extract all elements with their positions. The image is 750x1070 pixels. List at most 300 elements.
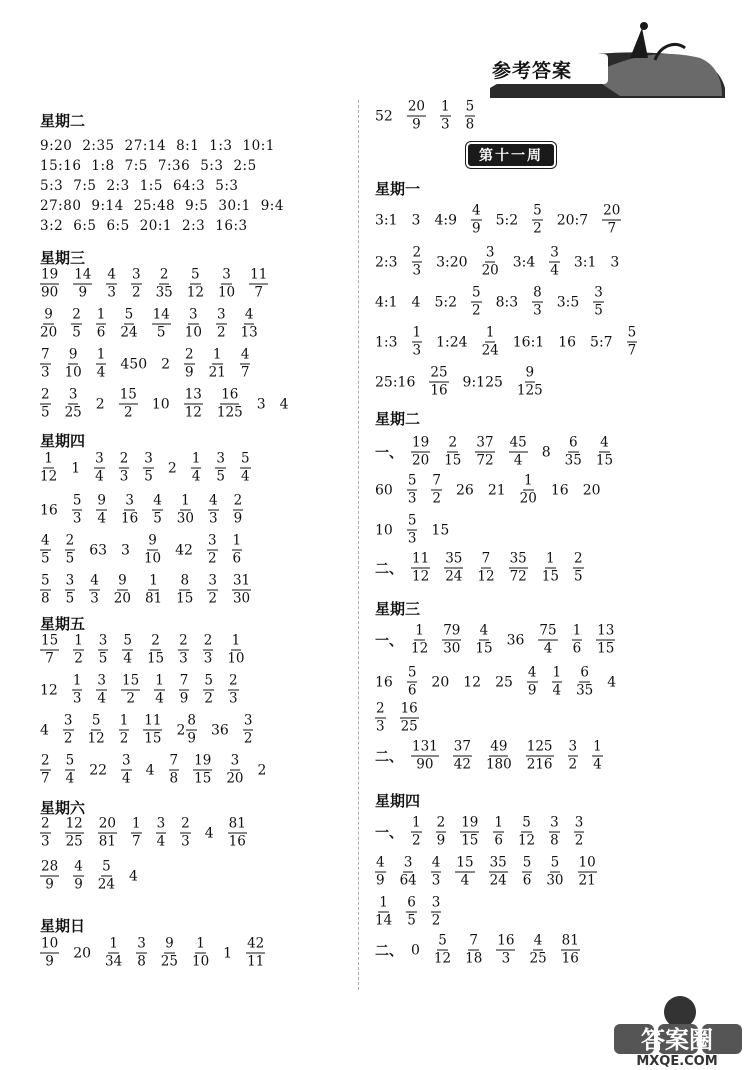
numerator: 3 <box>550 244 559 261</box>
answer-row <box>375 740 603 773</box>
fraction <box>482 246 499 279</box>
fraction <box>546 856 563 889</box>
answer-value: 5:3 <box>40 178 64 194</box>
answer-row <box>375 100 475 133</box>
fraction <box>375 702 386 735</box>
numerator: 16 <box>400 700 418 717</box>
numerator: 3 <box>568 738 578 755</box>
fraction <box>455 856 474 889</box>
numerator: 1 <box>232 532 242 549</box>
fraction <box>152 494 163 527</box>
fraction <box>532 204 543 237</box>
fraction <box>520 474 537 507</box>
numerator: 1 <box>231 632 241 649</box>
answer-value: 7:5 <box>124 158 148 174</box>
fraction <box>121 674 140 707</box>
answer-value: 8 <box>541 444 551 460</box>
fraction-answer <box>156 817 167 850</box>
fraction-answer <box>191 452 202 485</box>
numerator: 5 <box>91 712 101 729</box>
fraction-answer <box>203 674 214 707</box>
fraction <box>444 436 461 469</box>
fraction-answer <box>65 817 84 850</box>
fraction <box>185 308 202 341</box>
fraction <box>71 308 82 341</box>
answer-row <box>375 204 621 237</box>
numerator: 9 <box>525 364 535 381</box>
denominator: 6 <box>96 324 106 341</box>
fraction <box>65 348 82 381</box>
denominator: 8 <box>137 953 146 970</box>
denominator: 5 <box>573 568 583 585</box>
fraction <box>552 666 563 699</box>
fraction <box>489 856 508 889</box>
denominator: 125 <box>216 404 243 421</box>
fraction-answer <box>406 896 417 929</box>
numerator: 5 <box>471 284 481 301</box>
fraction-answer <box>486 740 512 773</box>
numerator: 1 <box>181 492 190 509</box>
fraction-answer <box>147 634 164 667</box>
answer-value: 63 <box>89 542 108 558</box>
denominator: 3 <box>203 650 213 667</box>
fraction <box>241 308 258 341</box>
fraction-answer <box>465 934 482 967</box>
fraction-answer <box>411 624 428 657</box>
fraction-answer <box>208 494 219 527</box>
answer-value: 6:5 <box>73 218 97 234</box>
answer-value: 2:3 <box>182 218 206 234</box>
fraction-answer <box>411 740 439 773</box>
fraction-answer <box>121 494 138 527</box>
denominator: 2 <box>243 730 253 747</box>
numerator: 3 <box>95 450 104 467</box>
fraction-answer <box>429 366 448 399</box>
section-label: 二、 <box>375 749 403 765</box>
fraction-answer <box>184 348 195 381</box>
fraction-answer <box>98 817 117 850</box>
fraction-answer <box>145 574 162 607</box>
denominator: 2 <box>216 324 226 341</box>
fraction-answer <box>154 674 165 707</box>
denominator: 8 <box>550 832 559 849</box>
answer-value: 5:7 <box>590 334 613 350</box>
fraction-answer <box>40 817 51 850</box>
denominator: 9 <box>45 953 54 970</box>
fraction <box>144 534 161 567</box>
fraction <box>249 268 268 301</box>
numerator: 11 <box>412 550 430 567</box>
fraction <box>465 934 482 967</box>
fraction-answer <box>96 494 107 527</box>
numerator: 35 <box>509 550 527 567</box>
fraction-answer <box>431 896 442 929</box>
numerator: 5 <box>123 632 132 649</box>
fraction-answer <box>411 816 422 849</box>
fraction-answer <box>475 624 492 657</box>
section-label: 一、 <box>375 445 403 461</box>
whole-part: 2 <box>176 722 186 738</box>
fraction <box>98 860 115 893</box>
denominator: 20 <box>40 324 58 341</box>
fraction-answer <box>178 634 189 667</box>
fraction <box>147 634 164 667</box>
answer-row <box>375 474 601 507</box>
numerator: 3 <box>222 266 231 283</box>
answer-value: 2 <box>161 356 171 372</box>
denominator: 5 <box>65 550 75 567</box>
fraction <box>471 286 482 319</box>
denominator: 12 <box>87 730 105 747</box>
fraction <box>152 308 171 341</box>
fraction-answer <box>471 286 482 319</box>
numerator: 3 <box>125 492 134 509</box>
numerator: 1 <box>546 550 555 567</box>
fraction-answer <box>232 574 251 607</box>
fraction-answer <box>193 754 212 787</box>
numerator: 1 <box>441 98 450 115</box>
day-heading: 星期三 <box>40 249 86 267</box>
day-heading: 星期一 <box>375 180 421 198</box>
fraction <box>400 702 419 735</box>
answer-value: 12 <box>463 674 482 690</box>
fraction <box>375 856 386 889</box>
denominator: 90 <box>41 284 59 301</box>
denominator: 3 <box>412 262 422 279</box>
numerator: 2 <box>228 672 238 689</box>
denominator: 9 <box>74 876 83 893</box>
fraction <box>593 286 604 319</box>
fraction <box>549 246 560 279</box>
numerator: 5 <box>465 98 475 115</box>
fraction <box>96 494 107 527</box>
numerator: 4 <box>107 266 116 283</box>
fraction <box>186 714 197 747</box>
fraction <box>411 816 422 849</box>
denominator: 15 <box>146 650 165 667</box>
answer-value: 4 <box>204 825 214 841</box>
fraction-answer <box>143 452 154 485</box>
numerator: 19 <box>461 814 479 831</box>
fraction-answer <box>207 574 218 607</box>
answer-value: 21 <box>487 482 506 498</box>
numerator: 3 <box>208 572 217 589</box>
fraction-answer <box>228 817 247 850</box>
numerator: 7 <box>179 672 189 689</box>
fraction-answer <box>460 816 479 849</box>
fraction-answer <box>453 740 472 773</box>
answer-value: 7:5 <box>73 178 97 194</box>
numerator: 37 <box>476 434 494 451</box>
answer-value: 3 <box>121 542 130 558</box>
fraction <box>442 624 461 657</box>
numerator: 2 <box>376 700 385 717</box>
denominator: 15 <box>475 640 493 657</box>
numerator: 4 <box>431 854 441 871</box>
denominator: 2 <box>432 490 442 507</box>
answer-row <box>375 552 584 585</box>
denominator: 2 <box>124 404 133 421</box>
numerator: 3 <box>550 814 559 831</box>
denominator: 24 <box>445 568 463 585</box>
fraction-answer <box>40 268 59 301</box>
fraction <box>431 474 442 507</box>
fraction-answer <box>207 534 218 567</box>
numerator: 19 <box>41 266 59 283</box>
fraction-answer <box>527 666 538 699</box>
fraction-answer <box>156 268 173 301</box>
answer-value: 5:3 <box>215 178 239 194</box>
numerator: 1 <box>96 306 106 323</box>
answer-value: 20:7 <box>556 212 589 228</box>
numerator: 2 <box>65 532 75 549</box>
fraction-answer <box>444 552 463 585</box>
fraction <box>40 817 51 850</box>
denominator: 20 <box>481 262 499 279</box>
fraction-answer <box>185 308 202 341</box>
denominator: 16 <box>430 382 448 399</box>
fraction <box>65 817 84 850</box>
fraction <box>184 348 195 381</box>
numerator: 5 <box>72 492 82 509</box>
fraction-answer <box>411 552 430 585</box>
fraction-answer <box>40 634 59 667</box>
denominator: 15 <box>461 832 479 849</box>
numerator: 9 <box>97 492 107 509</box>
numerator: 16 <box>497 932 515 949</box>
fraction-answer <box>122 634 133 667</box>
fraction <box>121 754 132 787</box>
fraction-answer <box>375 856 386 889</box>
answer-row <box>40 268 268 301</box>
fraction-answer <box>471 204 482 237</box>
numerator: 19 <box>194 752 212 769</box>
fraction <box>122 634 133 667</box>
fraction <box>406 896 417 929</box>
fraction-answer <box>412 326 423 359</box>
numerator: 2 <box>119 450 129 467</box>
fraction-answer <box>73 860 84 893</box>
fraction <box>207 574 218 607</box>
fraction-answer <box>119 388 138 421</box>
fraction <box>98 634 109 667</box>
numerator: 1 <box>96 346 106 363</box>
fraction-answer <box>526 740 554 773</box>
fraction <box>538 624 557 657</box>
denominator: 3 <box>441 116 450 133</box>
numerator: 4 <box>74 858 83 875</box>
fraction <box>72 674 83 707</box>
fraction-answer <box>549 816 560 849</box>
numerator: 5 <box>65 752 75 769</box>
numerator: 2 <box>573 550 583 567</box>
denominator: 72 <box>476 452 494 469</box>
denominator: 12 <box>186 284 204 301</box>
fraction <box>156 817 167 850</box>
answer-value: 16 <box>40 502 58 518</box>
denominator: 180 <box>485 756 512 773</box>
fraction <box>96 674 107 707</box>
numerator: 3 <box>216 306 226 323</box>
answer-value: 9:125 <box>462 374 503 390</box>
answer-value: 3 <box>610 254 620 270</box>
fraction-answer <box>184 388 203 421</box>
denominator: 21 <box>578 872 596 889</box>
numerator: 3 <box>574 814 584 831</box>
fraction <box>40 348 51 381</box>
fraction-answer <box>226 754 243 787</box>
fraction-answer <box>232 534 243 567</box>
fraction <box>431 896 442 929</box>
answer-value: 3:1 <box>573 254 597 270</box>
fraction <box>226 754 243 787</box>
watermark-logo-icon <box>610 990 745 1068</box>
fraction <box>429 366 448 399</box>
numerator: 4 <box>153 492 162 509</box>
fraction <box>72 494 83 527</box>
fraction-answer <box>217 388 243 421</box>
fraction <box>114 574 131 607</box>
denominator: 4 <box>97 510 107 527</box>
answer-row <box>40 714 253 747</box>
fraction-answer <box>176 714 197 747</box>
denominator: 4 <box>191 468 201 485</box>
denominator: 8 <box>169 770 179 787</box>
numerator: 15 <box>41 632 59 649</box>
fraction-answer <box>120 308 137 341</box>
denominator: 12 <box>412 568 430 585</box>
section-label: 一、 <box>375 825 403 841</box>
denominator: 3 <box>533 302 542 319</box>
numerator: 1 <box>379 894 388 911</box>
fraction-answer <box>187 268 204 301</box>
numerator: 1 <box>119 712 129 729</box>
section-label: 二、 <box>375 561 403 577</box>
fraction <box>411 624 428 657</box>
denominator: 15 <box>595 452 614 469</box>
fraction <box>574 816 585 849</box>
fraction-answer <box>532 204 543 237</box>
answer-row <box>40 138 275 154</box>
denominator: 4 <box>460 872 470 889</box>
numerator: 4 <box>471 202 481 219</box>
day-heading: 星期二 <box>375 410 421 428</box>
fraction-answer <box>161 937 178 970</box>
fraction <box>65 574 76 607</box>
answer-value: 2 <box>257 762 267 778</box>
denominator: 30 <box>443 640 461 657</box>
answer-value: 8:3 <box>495 294 519 310</box>
numerator: 5 <box>533 202 542 219</box>
denominator: 4 <box>97 690 107 707</box>
fraction-answer <box>561 934 580 967</box>
denominator: 5 <box>144 468 153 485</box>
numerator: 2 <box>203 632 213 649</box>
numerator: 1 <box>149 572 158 589</box>
fraction-answer <box>228 674 239 707</box>
fraction <box>40 268 59 301</box>
fraction-answer <box>114 574 131 607</box>
numerator: 9 <box>165 935 174 952</box>
numerator: 3 <box>431 894 441 911</box>
denominator: 3 <box>107 284 116 301</box>
denominator: 15 <box>597 640 615 657</box>
fraction-answer <box>400 702 419 735</box>
numerator: 9 <box>118 572 127 589</box>
answer-row <box>375 326 637 359</box>
numerator: 1 <box>74 632 83 649</box>
fraction <box>518 816 535 849</box>
fraction <box>227 634 244 667</box>
numerator: 1 <box>494 814 503 831</box>
denominator: 72 <box>509 568 527 585</box>
numerator: 9 <box>44 306 53 323</box>
fraction-answer <box>40 860 59 893</box>
fraction <box>40 754 51 787</box>
numerator: 45 <box>509 434 527 451</box>
numerator: 2 <box>159 266 169 283</box>
answer-row <box>375 514 449 547</box>
answer-value: 1:5 <box>139 178 163 194</box>
numerator: 5 <box>204 672 213 689</box>
fraction <box>375 896 392 929</box>
fraction-answer <box>121 674 140 707</box>
denominator: 10 <box>184 324 202 341</box>
fraction-answer <box>532 286 543 319</box>
numerator: 1 <box>155 672 164 689</box>
watermark-url: MXQE.COM <box>636 1054 718 1068</box>
page-title: 参考答案 <box>492 60 573 82</box>
fraction-answer <box>596 624 615 657</box>
denominator: 12 <box>433 950 452 967</box>
answer-row <box>375 816 584 849</box>
fraction-answer <box>482 246 499 279</box>
fraction <box>136 937 147 970</box>
fraction-answer <box>72 494 83 527</box>
fraction <box>192 937 209 970</box>
answer-row <box>40 452 251 485</box>
numerator: 3 <box>144 450 153 467</box>
numerator: 2 <box>41 752 50 769</box>
answer-value: 2:35 <box>82 138 115 154</box>
fraction <box>602 204 621 237</box>
fraction <box>191 452 202 485</box>
fraction <box>120 308 137 341</box>
answer-value: 1:3 <box>209 138 233 154</box>
numerator: 3 <box>97 672 107 689</box>
numerator: 5 <box>41 572 50 589</box>
numerator: 8 <box>180 572 190 589</box>
fraction <box>216 308 227 341</box>
answer-value: 20 <box>431 674 450 690</box>
denominator: 5 <box>156 324 166 341</box>
numerator: 3 <box>216 450 225 467</box>
fraction <box>193 754 212 787</box>
numerator: 1 <box>109 935 118 952</box>
numerator: 1 <box>412 324 422 341</box>
answer-value: 42 <box>175 542 193 558</box>
fraction-answer <box>578 856 597 889</box>
denominator: 30 <box>546 872 564 889</box>
fraction <box>232 534 243 567</box>
fraction <box>187 268 204 301</box>
fraction-answer <box>180 817 191 850</box>
fraction-answer <box>565 436 582 469</box>
fraction-answer <box>411 436 430 469</box>
answer-value: 3:2 <box>40 218 64 234</box>
fraction-answer <box>522 856 533 889</box>
fraction <box>627 326 638 359</box>
